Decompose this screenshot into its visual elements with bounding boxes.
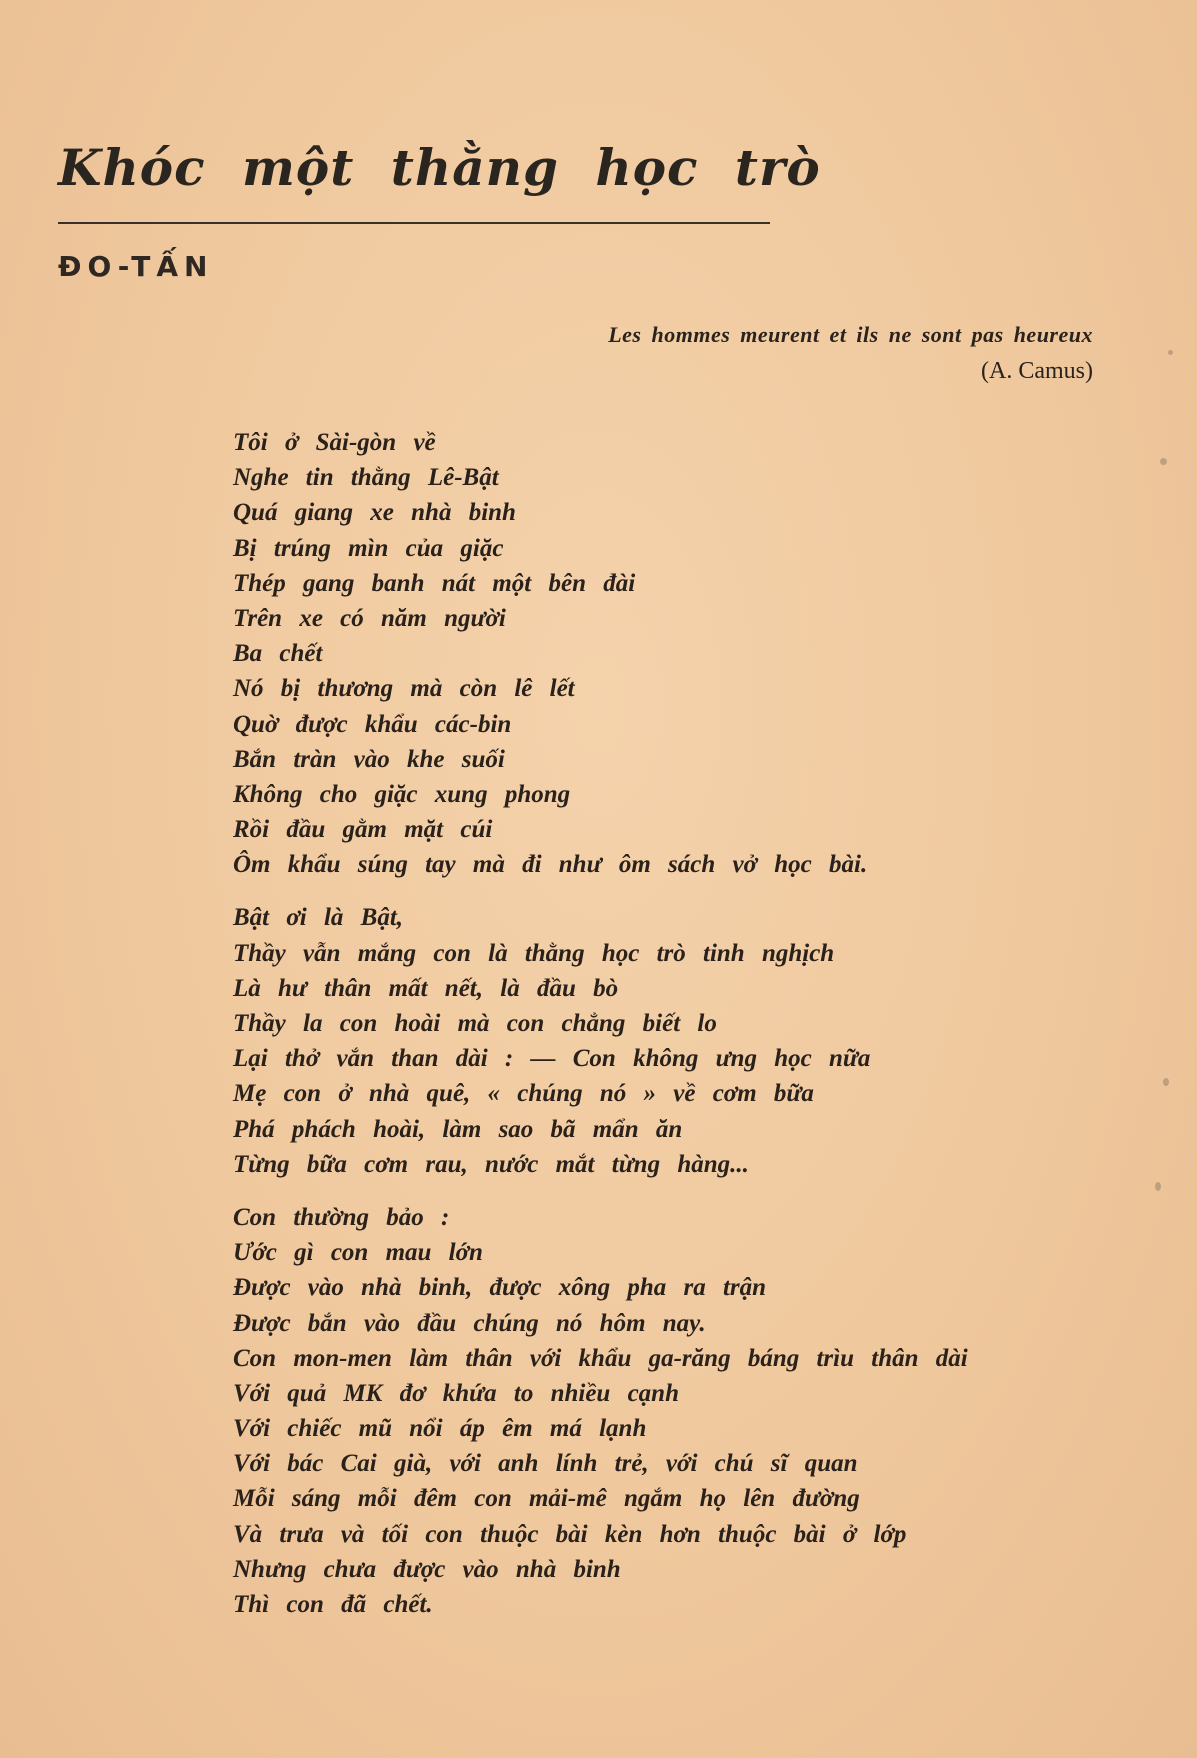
poem-line: Quờ được khẩu các-bin	[233, 710, 512, 738]
paper-speck	[1160, 458, 1167, 465]
poem-line: Tôi ở Sài-gòn về	[233, 429, 436, 456]
poem-line: Với chiếc mũ nổi áp êm má lạnh	[233, 1415, 647, 1443]
poem-line: Ba chết	[233, 640, 323, 668]
poem-line: Với bác Cai già, với anh lính trẻ, với chú sĩ quan	[233, 1450, 858, 1478]
poem-line: Thầy vẫn mắng con là thằng học trò tinh nghịch	[233, 939, 835, 967]
epigraph-source: (A. Camus)	[981, 358, 1093, 384]
poem-line: Ôm khẩu súng tay mà đi như ôm sách vở học bài.	[233, 851, 868, 879]
poem-line: Và trưa và tối con thuộc bài kèn hơn thuộc bài ở lớp	[233, 1520, 907, 1548]
poem-line: Thầy la con hoài mà con chẳng biết lo	[233, 1010, 717, 1037]
poem-line: Là hư thân mất nết, là đầu bò	[233, 974, 619, 1002]
poem-line: Nhưng chưa được vào nhà binh	[233, 1555, 621, 1583]
poem	[233, 425, 968, 1640]
poem-line: Bắn tràn vào khe suối	[233, 745, 505, 773]
epigraph	[608, 322, 1093, 385]
poem-line: Ước gì con mau lớn	[233, 1239, 483, 1267]
poem-line: Thì con đã chết.	[233, 1591, 433, 1618]
stanza-1	[233, 425, 968, 882]
author-name: ĐO-TẤN	[58, 250, 214, 283]
poem-line: Con thường bảo :	[233, 1203, 450, 1231]
poem-line: Bật ơi là Bật,	[233, 904, 404, 932]
poem-line: Bị trúng mìn của giặc	[233, 534, 504, 562]
poem-line: Rồi đầu gằm mặt cúi	[233, 816, 493, 844]
poem-line: Với quả MK đơ khứa to nhiều cạnh	[233, 1379, 679, 1407]
stanza-3	[233, 1200, 968, 1622]
epigraph-quote: Les hommes meurent et ils ne sont pas heureux	[608, 322, 1093, 347]
poem-line: Từng bữa cơm rau, nước mắt từng hàng...	[233, 1150, 749, 1178]
poem-line: Lại thở vắn than dài : — Con không ưng học nữa	[233, 1045, 871, 1073]
paper-speck	[1168, 350, 1173, 355]
poem-line: Trên xe có năm người	[233, 604, 506, 632]
poem-line: Quá giang xe nhà binh	[233, 499, 516, 527]
page-title: Khóc một thằng học trò	[58, 138, 821, 197]
poem-line: Được vào nhà binh, được xông pha ra trận	[233, 1274, 767, 1302]
poem-line: Phá phách hoài, làm sao bã mẩn ăn	[233, 1115, 683, 1143]
poem-line: Được bắn vào đầu chúng nó hôm nay.	[233, 1309, 706, 1337]
paper-speck	[1163, 1078, 1169, 1086]
paper-speck	[1155, 1182, 1161, 1191]
title-underline	[58, 222, 770, 224]
stanza-2	[233, 900, 968, 1182]
poem-line: Nó bị thương mà còn lê lết	[233, 675, 575, 703]
poem-line: Con mon-men làm thân với khẩu ga-răng báng trìu thân dài	[233, 1344, 968, 1372]
poem-line: Mỗi sáng mỗi đêm con mải-mê ngắm họ lên đường	[233, 1485, 860, 1513]
poem-line: Nghe tin thằng Lê-Bật	[233, 464, 499, 492]
poem-line: Không cho giặc xung phong	[233, 780, 571, 808]
poem-line: Thép gang banh nát một bên đài	[233, 569, 636, 597]
poem-line: Mẹ con ở nhà quê, « chúng nó » về cơm bữa	[233, 1080, 814, 1108]
